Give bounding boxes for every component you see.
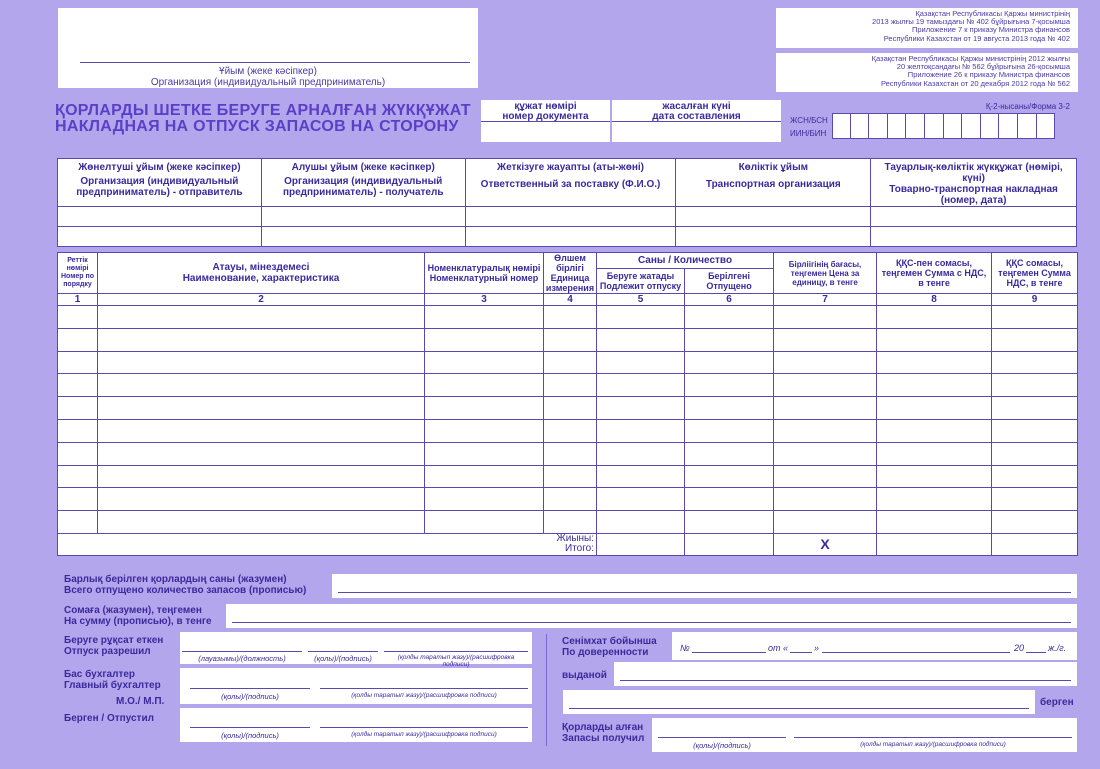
col-to-release-header: Беруге жатады Подлежит отпуску [597,269,685,294]
table-row[interactable] [58,397,1078,420]
table-cell[interactable] [992,488,1078,511]
ref1-line: Приложение 7 к приказу Министра финансов [911,25,1070,35]
total-qty-field[interactable] [332,574,1077,598]
permit-decode-line [384,651,528,652]
table-cell[interactable] [425,328,544,351]
organization-box[interactable] [58,8,478,88]
total-vat-cell[interactable] [992,533,1078,555]
table-cell[interactable] [544,511,597,534]
table-cell[interactable] [992,328,1078,351]
responsible-header [465,159,676,207]
table-cell[interactable] [685,488,774,511]
proxy-field[interactable] [672,632,1077,660]
col-quantity-header: Саны / Количество [597,253,774,269]
table-cell[interactable] [685,351,774,374]
table-cell[interactable] [877,442,992,465]
proxy-quote-close: » [814,643,820,653]
doc-date-label-ru: дата составления [652,111,741,122]
table-cell[interactable] [877,374,992,397]
col-name-kz: Атауы, мінездемесі [212,262,310,273]
table-cell[interactable] [992,419,1078,442]
col-number-index: 9 [992,294,1078,306]
table-cell[interactable] [597,419,685,442]
sender-cell[interactable] [58,207,262,227]
table-row[interactable] [58,465,1078,488]
permit-decode-caption: (қолды таратып жазу)/(расшифровка подписи) [397,654,515,668]
totals-label-ru: Итого: [565,543,594,555]
table-cell[interactable] [597,351,685,374]
table-cell[interactable] [685,465,774,488]
table-row[interactable] [58,306,1078,329]
proxy-year-line [1026,652,1046,653]
ref1-line: Қазақстан Республикасы Қаржы министрінің [915,9,1070,18]
bin-digit-cell[interactable] [906,113,925,139]
table-cell[interactable] [425,374,544,397]
table-row[interactable] [58,351,1078,374]
totals-label [58,533,597,555]
table-row[interactable] [58,488,1078,511]
col-number-index: 4 [544,294,597,306]
table-cell[interactable] [425,306,544,329]
table-cell[interactable] [774,397,877,420]
table-cell[interactable] [774,306,877,329]
table-cell[interactable] [774,351,877,374]
bin-input-grid[interactable] [832,113,1055,139]
table-cell[interactable] [58,351,98,374]
table-cell[interactable] [98,442,425,465]
ref2-line: Республики Казахстан от 20 декабря 2012 года № 562 [880,78,1070,88]
document-title [55,103,485,135]
table-cell[interactable] [58,442,98,465]
bin-digit-cell[interactable] [1018,113,1037,139]
totals-row [58,533,1078,555]
ref2-line: Қазақстан Республикасы Қаржы министрінің 2012 жылғы [871,54,1070,63]
table-cell[interactable] [98,351,425,374]
bin-digit-cell[interactable] [869,113,888,139]
table-cell[interactable] [425,465,544,488]
waybill-label-ru: Товарно-транспортная накладная (номер, дата) [889,184,1058,206]
received-decode-caption: (қолды таратып жазу)/(расшифровка подписи) [860,741,1006,748]
waybill-label-kz: Тауарлық-көліктік жүкқұжат (нөмірі, күні) [884,162,1063,184]
table-cell[interactable] [685,306,774,329]
table-row[interactable] [58,328,1078,351]
recipient-cell[interactable] [261,207,465,227]
waybill-cell[interactable] [871,227,1077,247]
table-cell[interactable] [685,374,774,397]
organization-caption-kz: Ұйым (жеке кәсіпкер) [219,66,317,77]
table-cell[interactable] [877,465,992,488]
doc-number-label-kz: құжат нөмірі [514,101,577,112]
table-cell[interactable] [58,488,98,511]
released-sign-caption: (қолы)/(подпись) [221,731,279,740]
table-cell[interactable] [877,328,992,351]
table-cell[interactable] [774,511,877,534]
sum-label-kz: Сомаға (жазумен), теңгемен [64,605,202,616]
proxy-year-prefix: 20 [1014,643,1025,653]
document-number-field[interactable] [481,100,610,142]
doc-date-divider [612,121,781,122]
permit-sign-caption: (қолы)/(подпись) [314,654,372,663]
proxy-month-line [822,652,1010,653]
order-reference-402 [776,8,1078,48]
proxy-from-label: от « [768,643,789,653]
received-sign-caption: (қолы)/(подпись) [693,741,751,750]
issued-continuation-underline [569,708,1029,709]
title-kz: ҚОРЛАРДЫ ШЕТКЕ БЕРУГЕ АРНАЛҒАН ЖҮКҚҰЖАТ [55,102,471,119]
document-date-field[interactable] [612,100,781,142]
table-cell[interactable] [58,465,98,488]
chief-decode-line [320,688,528,689]
col-released-header: Берілгені Отпущено [685,269,774,294]
table-row[interactable] [58,442,1078,465]
col-vat-header: ҚҚС сомасы, теңгемен Сумма НДС, в тенге [992,253,1078,294]
issued-label: выданой [562,670,607,681]
chief-sign-line [190,688,310,689]
table-cell[interactable] [58,306,98,329]
transport-cell[interactable] [676,227,871,247]
table-cell[interactable] [992,511,1078,534]
col-unit-header: Өлшем бірлігі Единица измерения [544,253,597,294]
proxy-no-label: № [680,643,690,653]
col-number-index: 1 [58,294,98,306]
table-cell[interactable] [685,328,774,351]
chief-decode-caption: (қолды таратып жазу)/(расшифровка подписи) [351,692,497,699]
transport-label-kz: Көліктік ұйым [738,162,809,173]
col-name-ru: Наименование, характеристика [182,273,340,284]
permit-signature-block[interactable] [180,632,532,668]
col-number-index: 6 [685,294,774,306]
table-cell[interactable] [544,374,597,397]
proxy-label-kz: Сенімхат бойынша [562,636,657,647]
issued-continuation-field[interactable] [563,690,1035,714]
bin-label-kz: ЖСН/БСН [790,116,828,125]
sum-label-ru: На сумму (прописью), в тенге [64,616,212,627]
table-cell[interactable] [685,419,774,442]
totals-label-kz: Жиыны: [556,533,594,545]
total-sum-vat-cell[interactable] [877,533,992,555]
issued-field[interactable] [614,662,1077,686]
sender-cell[interactable] [58,227,262,247]
col-sum-vat-header: ҚҚС-пен сомасы, теңгемен Сумма с НДС, в тенге [877,253,992,294]
released-decode-caption: (қолды таратып жазу)/(расшифровка подписи) [351,731,497,738]
permit-label-ru: Отпуск разрешил [64,646,151,657]
doc-number-divider [481,121,610,122]
table-cell[interactable] [597,465,685,488]
responsible-label-kz: Жеткізуге жауапты (аты-жөні) [497,162,644,173]
table-cell[interactable] [877,419,992,442]
released-label: Берген / Отпустил [64,713,154,724]
table-cell[interactable] [98,328,425,351]
table-cell[interactable] [425,511,544,534]
table-cell[interactable] [98,488,425,511]
organization-line [80,62,470,63]
ref2-line: Приложение 26 к приказу Министра финансов [907,70,1070,80]
table-cell[interactable] [774,374,877,397]
bin-digit-cell[interactable] [999,113,1018,139]
table-cell[interactable] [425,397,544,420]
released-signature-block[interactable] [180,708,532,742]
col-number-index: 2 [98,294,425,306]
chief-label-kz: Бас бухгалтер [64,669,136,680]
table-cell[interactable] [774,419,877,442]
received-sign-line [658,737,786,738]
chief-signature-block[interactable] [180,668,532,704]
table-cell[interactable] [992,465,1078,488]
table-cell[interactable] [685,511,774,534]
total-qty-label-ru: Всего отпущено количество запасов (прописью) [64,585,307,596]
table-cell[interactable] [877,488,992,511]
table-cell[interactable] [58,374,98,397]
transport-header [676,159,871,207]
recipient-label-kz: Алушы ұйым (жеке кәсіпкер) [291,162,435,173]
sum-label [64,605,212,627]
recipient-cell[interactable] [261,227,465,247]
form-number: Қ-2-нысаны/Форма 3-2 [985,102,1070,111]
bin-area [786,101,1076,141]
table-cell[interactable] [544,397,597,420]
table-cell[interactable] [58,419,98,442]
table-cell[interactable] [877,351,992,374]
stamp-label: М.О./ М.П. [116,696,165,707]
total-price-x: X [774,533,877,555]
table-cell[interactable] [98,306,425,329]
permit-label-kz: Беруге рұқсат еткен [64,635,164,646]
table-cell[interactable] [685,442,774,465]
ref1-line: 2013 жылғы 19 тамыздағы № 402 бұйрығына 7-қосымша [872,17,1070,27]
table-cell[interactable] [992,351,1078,374]
sum-underline [232,622,1071,623]
table-cell[interactable] [544,419,597,442]
table-cell[interactable] [597,374,685,397]
table-cell[interactable] [774,488,877,511]
table-cell[interactable] [597,488,685,511]
released-decode-line [320,727,528,728]
col-number-index: 3 [425,294,544,306]
sender-label-ru: Организация (индивидуальный предприниматель) - отправитель [76,176,243,198]
received-label [562,722,644,744]
received-signature-block[interactable] [652,718,1077,752]
transport-cell[interactable] [676,207,871,227]
table-cell[interactable] [774,442,877,465]
bin-labels [790,114,828,140]
col-price-header: Бірліігінің бағасы, теңгемен Цена за единицу, в тенге [774,253,877,294]
table-row[interactable] [58,419,1078,442]
title-ru: НАКЛАДНАЯ НА ОТПУСК ЗАПАСОВ НА СТОРОНУ [55,118,459,135]
doc-date-label-kz: жасалған күні [662,101,731,112]
chief-sign-caption: (қолы)/(подпись) [221,692,279,701]
bin-digit-cell[interactable] [832,113,851,139]
table-cell[interactable] [98,511,425,534]
responsible-cell[interactable] [465,227,676,247]
total-qty-label-kz: Барлық берілген қорлардың саны (жазумен) [64,574,287,585]
proxy-number-line [692,652,766,653]
permit-sign-line [308,651,378,652]
table-cell[interactable] [597,442,685,465]
total-to-release-cell[interactable] [597,533,685,555]
sum-field[interactable] [226,604,1077,628]
proxy-label-ru: По доверенности [562,647,649,658]
bottom-divider [546,634,547,746]
ref2-line: 20 желтоқсандағы № 562 бұйрығына 26-қосымша [896,62,1070,72]
table-cell[interactable] [98,374,425,397]
proxy-day-line [790,652,812,653]
chief-accountant-label [64,669,161,691]
table-cell[interactable] [597,397,685,420]
table-cell[interactable] [877,397,992,420]
waybill-header [871,159,1077,207]
table-cell[interactable] [98,397,425,420]
table-cell[interactable] [544,306,597,329]
table-cell[interactable] [685,397,774,420]
total-qty-label [64,574,306,596]
table-cell[interactable] [425,351,544,374]
ref1-line: Республики Казахстан от 19 августа 2013 года № 402 [883,33,1070,43]
responsible-label-ru: Ответственный за поставку (Ф.И.О.) [480,179,661,190]
organization-caption [58,66,478,88]
bin-label-ru: ИИН/БИН [790,129,827,138]
col-number-index: 8 [877,294,992,306]
proxy-year-suffix: ж./г. [1048,643,1067,653]
table-cell[interactable] [58,328,98,351]
recipient-header [261,159,465,207]
bin-digit-cell[interactable] [888,113,907,139]
organization-caption-ru: Организация (индивидуальный предприниматель) [150,77,386,88]
table-cell[interactable] [992,397,1078,420]
chief-label-ru: Главный бухгалтер [64,680,161,691]
col-nomenclature-header: Номенклатуралық нөмірі Номенклатурный номер [425,253,544,294]
released-sign-line [190,727,310,728]
table-cell[interactable] [877,511,992,534]
table-cell[interactable] [992,442,1078,465]
given-label: берген [1040,697,1074,708]
items-table [57,252,1078,556]
table-cell[interactable] [992,306,1078,329]
col-number-index: 7 [774,294,877,306]
table-cell[interactable] [58,397,98,420]
table-cell[interactable] [774,328,877,351]
proxy-label [562,636,657,658]
bin-digit-cell[interactable] [1037,113,1056,139]
table-cell[interactable] [58,511,98,534]
table-cell[interactable] [774,465,877,488]
table-cell[interactable] [544,351,597,374]
recipient-label-ru: Организация (индивидуальный предприниматель) - получатель [282,176,444,198]
waybill-cell[interactable] [871,207,1077,227]
table-cell[interactable] [597,306,685,329]
doc-number-label-ru: номер документа [502,111,589,122]
table-cell[interactable] [98,465,425,488]
bin-digit-cell[interactable] [925,113,944,139]
bin-digit-cell[interactable] [962,113,981,139]
col-number-header: Реттік нөмірі Номер по порядку [58,253,98,294]
order-reference-562 [776,53,1078,92]
received-label-ru: Запасы получил [562,733,645,744]
table-cell[interactable] [597,328,685,351]
permit-label [64,635,163,657]
total-released-cell[interactable] [685,533,774,555]
table-row[interactable] [58,374,1078,397]
received-label-kz: Қорларды алған [562,722,644,733]
issued-underline [620,680,1071,681]
bin-digit-cell[interactable] [944,113,963,139]
permit-position-line [182,651,302,652]
table-cell[interactable] [597,511,685,534]
responsible-cell[interactable] [465,207,676,227]
table-cell[interactable] [425,488,544,511]
total-qty-underline [338,592,1071,593]
permit-position-caption: (лауазымы)/(должность) [198,654,286,663]
bin-digit-cell[interactable] [981,113,1000,139]
table-row[interactable] [58,511,1078,534]
col-name-header [98,253,425,294]
table-cell[interactable] [425,442,544,465]
bin-digit-cell[interactable] [851,113,870,139]
table-cell[interactable] [877,306,992,329]
table-cell[interactable] [992,374,1078,397]
sender-header [58,159,262,207]
col-number-index: 5 [597,294,685,306]
transport-label-ru: Транспортная организация [705,179,841,190]
table-cell[interactable] [544,488,597,511]
table-cell[interactable] [544,442,597,465]
table-cell[interactable] [425,419,544,442]
table-cell[interactable] [98,419,425,442]
parties-table [57,158,1077,247]
table-cell[interactable] [544,328,597,351]
received-decode-line [794,737,1072,738]
table-cell[interactable] [544,465,597,488]
sender-label-kz: Жөнелтуші ұйым (жеке кәсіпкер) [78,162,241,173]
